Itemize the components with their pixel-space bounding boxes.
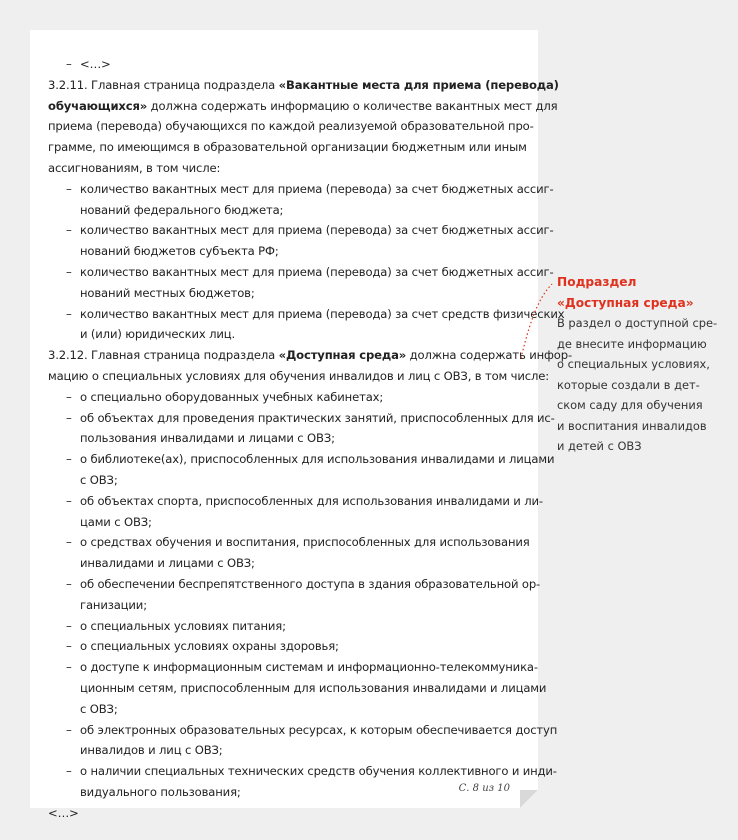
list-item-line: о специально оборудованных учебных кабинетах; xyxy=(80,389,384,404)
sidenote-line: и воспитания инвалидов xyxy=(557,418,707,433)
list-item-line: количество вакантных мест для приема (перевода) за счет бюджетных ассиг- xyxy=(80,264,554,279)
list-item-line: количество вакантных мест для приема (перевода) за счет бюджетных ассиг- xyxy=(80,223,554,238)
list-item-line: ганизации; xyxy=(80,597,147,612)
list-item-line: инвалидами и лицами с ОВЗ; xyxy=(80,556,255,571)
list-dash: – xyxy=(66,576,72,591)
list-dash: – xyxy=(66,181,72,196)
list-dash: – xyxy=(66,452,72,467)
page-number: С. 8 из 10 xyxy=(458,783,510,794)
list-item-line: количество вакантных мест для приема (перевода) за счет средств физических xyxy=(80,306,565,321)
list-dash: – xyxy=(66,764,72,779)
list-item-line: об электронных образовательных ресурсах, к которым обеспечивается доступ xyxy=(80,722,558,737)
list-dash: – xyxy=(66,660,72,675)
sidenote-body xyxy=(557,313,732,457)
list-dash: – xyxy=(66,389,72,404)
list-dash: – xyxy=(66,264,72,279)
sidenote-line: де внесите информацию xyxy=(557,336,707,351)
sidenote-title: Подраздел «Доступная среда» xyxy=(557,275,694,310)
list-item-line: нований бюджетов субъекта РФ; xyxy=(80,244,279,259)
sidenote-line: В раздел о доступной сре- xyxy=(557,316,718,330)
list-item-line: количество вакантных мест для приема (перевода) за счет бюджетных ассиг- xyxy=(80,181,554,196)
list-dash: – xyxy=(66,618,72,633)
list-dash: – xyxy=(66,57,72,71)
sidenote xyxy=(557,272,732,457)
paragraph-3-2-11: 3.2.11. Главная страница подраздела «Вакантные места для приема (перевода) обучающихся» должна содержать информацию о количестве вакантных мест для приема (перевода) обучающихся по каждой реализуемой образовательной про- грамме, по имеющимся в образовательной организации бюджетным или иным ассигнованиям, в том числе: xyxy=(48,77,559,175)
list-dash: – xyxy=(66,639,72,654)
list-item-line: об объектах спорта, приспособленных для использования инвалидами и ли- xyxy=(80,493,543,508)
list-item-line: ционным сетям, приспособленным для использования инвалидами и лицами xyxy=(80,680,547,695)
list-item-line: о специальных условиях охраны здоровья; xyxy=(80,639,339,654)
list-dash: – xyxy=(66,722,72,737)
sidenote-line: и детей с ОВЗ xyxy=(557,439,642,453)
paragraph-3-2-12: 3.2.12. Главная страница подраздела «Доступная среда» должна содержать инфор- мацию о специальных условиях для обучения инвалидов и лиц с ОВЗ, в том числе: xyxy=(48,348,572,383)
list-dash: – xyxy=(66,223,72,238)
section-name-vacancies: «Вакантные места для приема (перевода) xyxy=(278,77,559,92)
sidenote-line: которые создали в дет- xyxy=(557,377,700,392)
list-item-line: нований местных бюджетов; xyxy=(80,285,255,300)
list-item-line: об объектах для проведения практических занятий, приспособленных для ис- xyxy=(80,410,555,425)
list-item-line: видуального пользования; xyxy=(80,784,241,799)
list-item-line: о библиотеке(ах), приспособленных для использования инвалидами и лицами xyxy=(80,452,555,467)
list-dash: – xyxy=(66,410,72,425)
list-item-line: цами с ОВЗ; xyxy=(80,514,152,529)
top-ellipsis: <…> xyxy=(80,57,111,71)
list-dash: – xyxy=(66,493,72,508)
end-ellipsis: <…> xyxy=(48,805,79,820)
list-item-line: о средствах обучения и воспитания, приспособленных для использования xyxy=(80,535,530,550)
sidenote-line: ском саду для обучения xyxy=(557,398,703,412)
list-item-line: с ОВЗ; xyxy=(80,472,118,487)
list-item-line: с ОВЗ; xyxy=(80,701,118,716)
list-item-line: пользования инвалидами и лицами с ОВЗ; xyxy=(80,431,335,446)
sidenote-line: о специальных условиях, xyxy=(557,357,710,371)
list-item-line: об обеспечении беспрепятственного доступа в здания образовательной ор- xyxy=(80,576,541,591)
list-dash: – xyxy=(66,306,72,321)
list-item-line: о доступе к информационным системам и информационно-телекоммуника- xyxy=(80,660,538,675)
list-item-line: о специальных условиях питания; xyxy=(80,618,286,633)
list-dash: – xyxy=(66,535,72,550)
list-item-line: инвалидов и лиц с ОВЗ; xyxy=(80,743,223,758)
section-name-accessible: «Доступная среда» xyxy=(278,348,407,363)
list-item-line: о наличии специальных технических средств обучения коллективного и инди- xyxy=(80,764,557,779)
list-item-line: нований федерального бюджета; xyxy=(80,202,284,217)
list-item-line: и (или) юридических лиц. xyxy=(80,327,235,342)
